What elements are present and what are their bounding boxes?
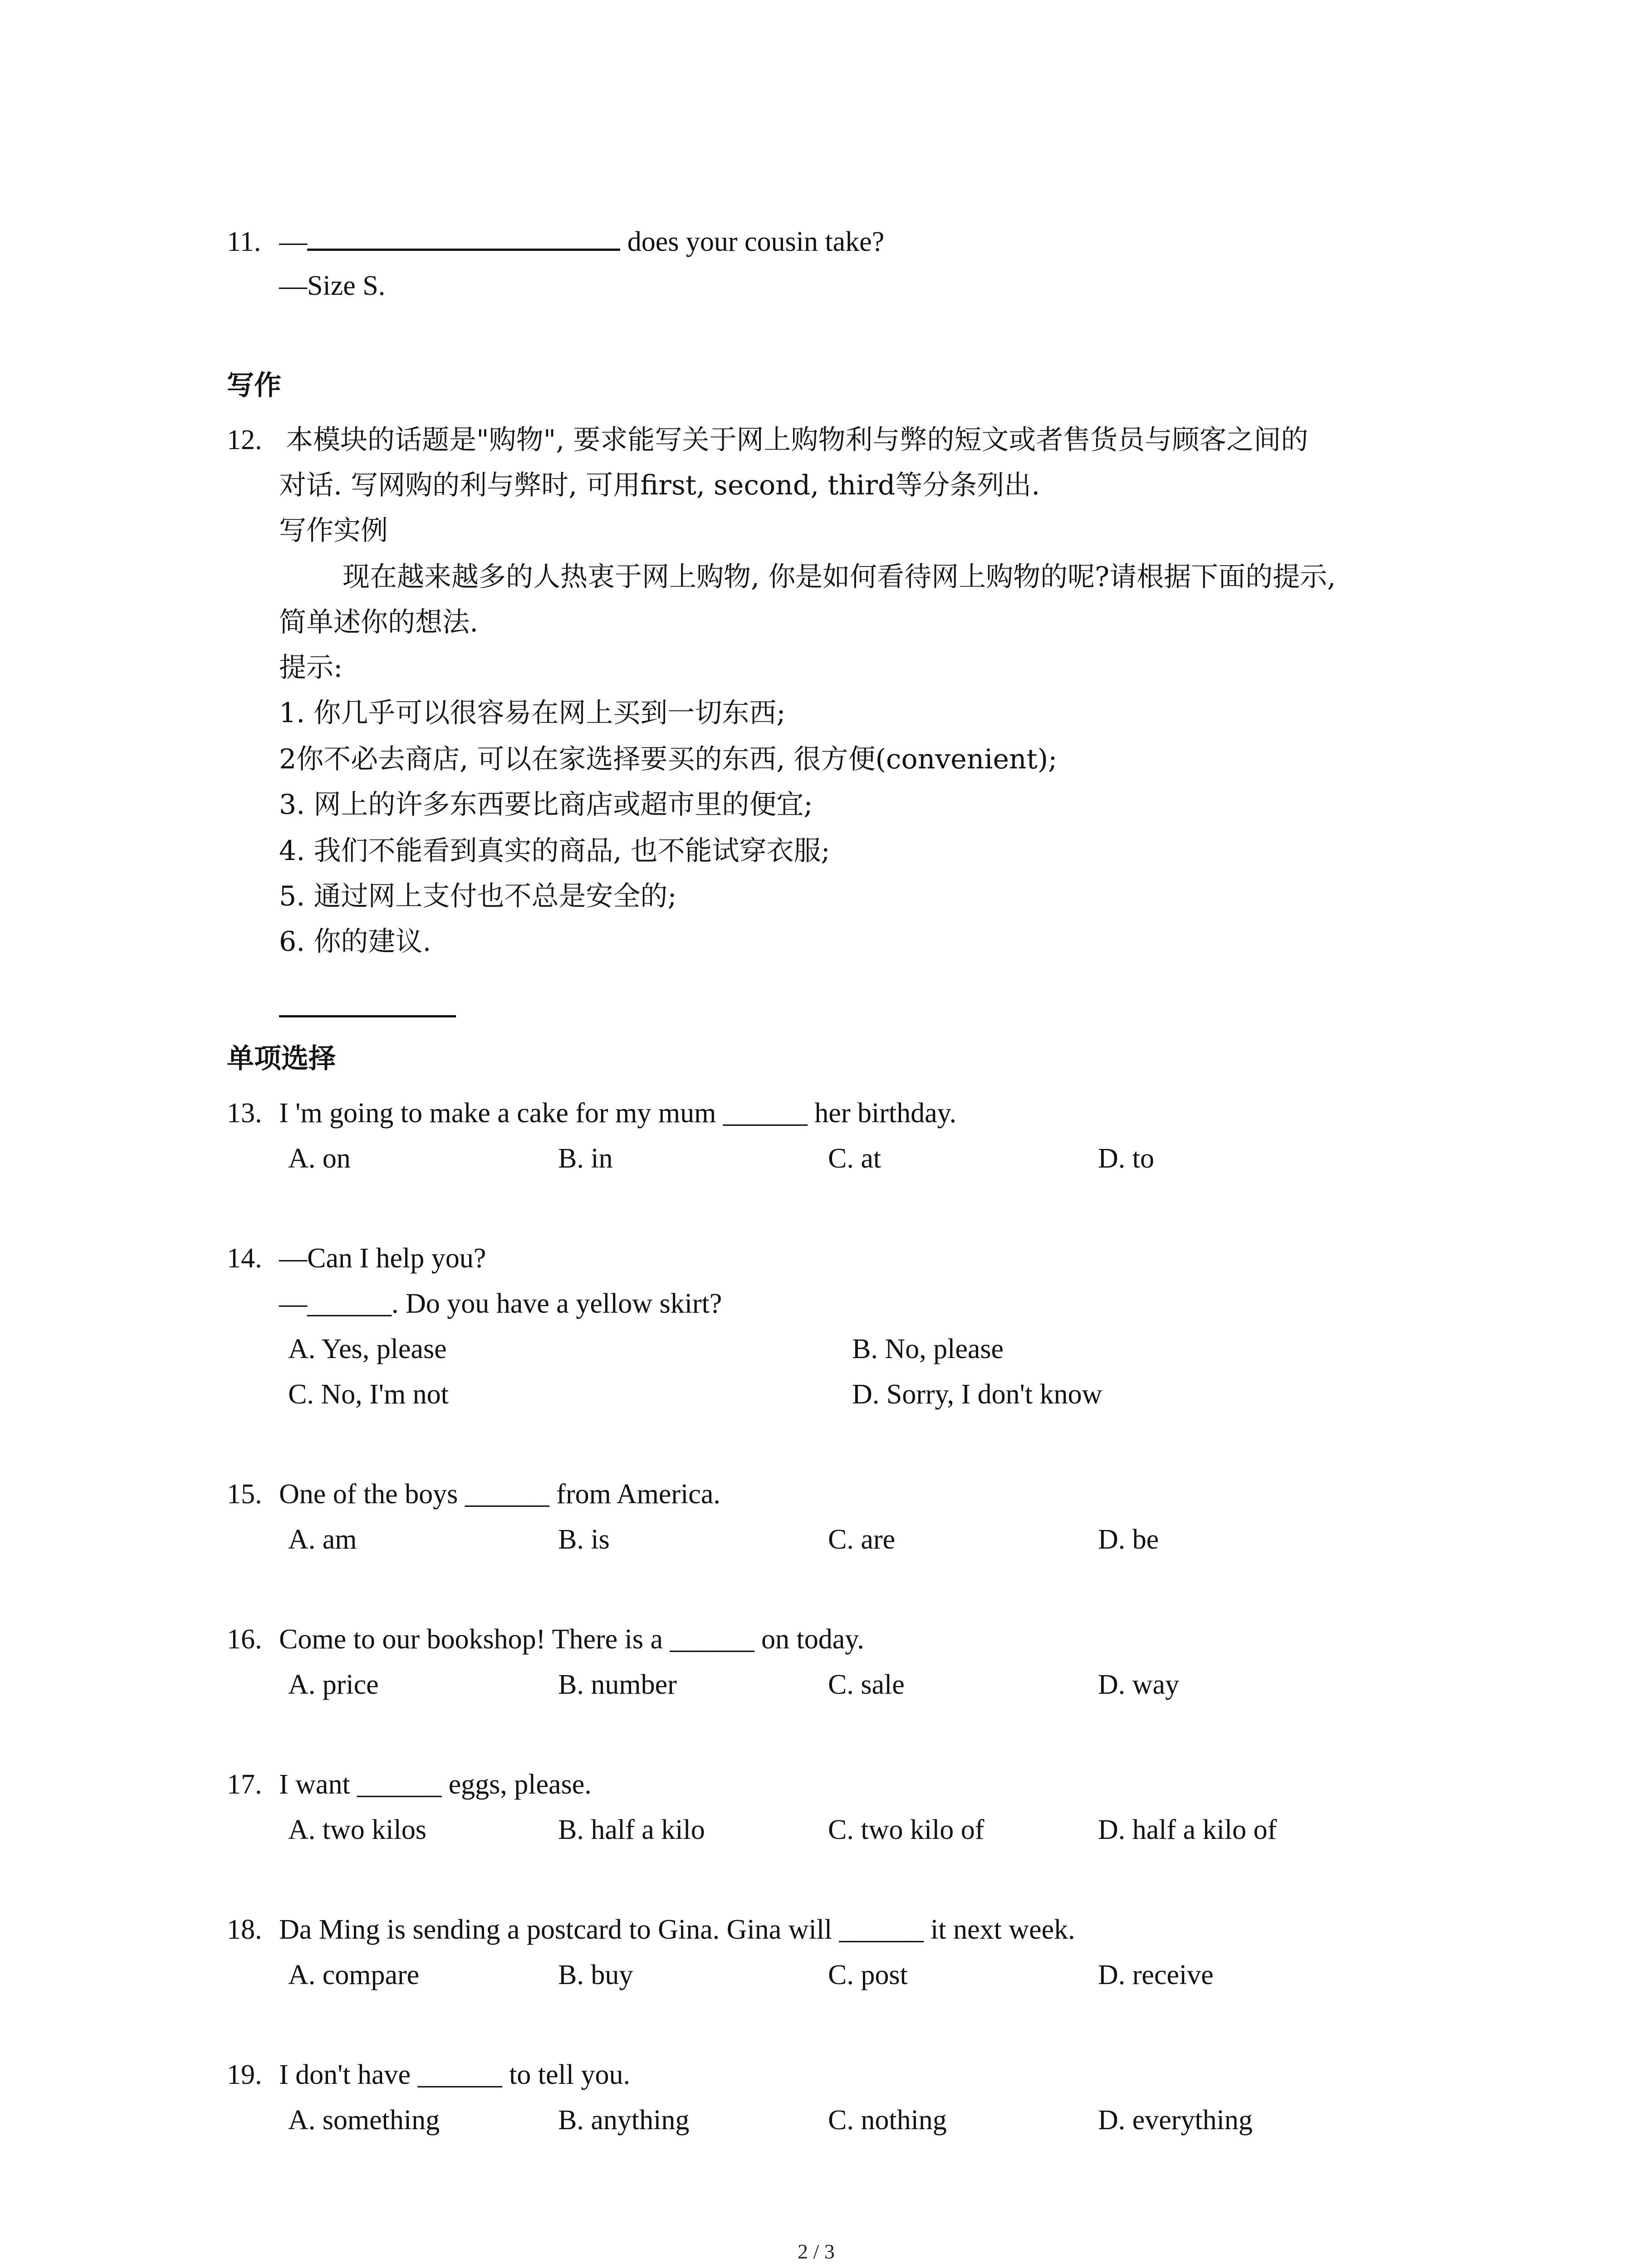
question-13-stem: I 'm going to make a cake for my mum ______ her birthday. [279, 1098, 957, 1129]
question-16-number: 16. [227, 1624, 262, 1655]
question-19-number: 19. [227, 2059, 262, 2090]
option-b: B. number [558, 1669, 677, 1700]
writing-intro-line-1: 本模块的话题是"购物", 要求能写关于网上购物利与弊的短文或者售货员与顾客之间的 [286, 424, 1308, 456]
question-13-number: 13. [227, 1098, 262, 1129]
writing-prompt-line-2: 简单述你的想法. [279, 606, 479, 638]
page-number: 2 / 3 [798, 2240, 835, 2263]
option-c: C. sale [828, 1669, 905, 1700]
option-b: B. anything [558, 2105, 690, 2136]
dash: — [279, 226, 308, 257]
option-c: C. post [828, 1960, 908, 1990]
option-d: D. everything [1098, 2105, 1253, 2136]
option-d: D. half a kilo of [1098, 1814, 1277, 1845]
option-b: B. is [558, 1524, 610, 1555]
writing-hints-label: 提示: [279, 652, 343, 684]
option-d: D. receive [1098, 1960, 1214, 1990]
writing-hint: 1. 你几乎可以很容易在网上买到一切东西; [279, 697, 786, 729]
writing-answer-line [279, 1015, 456, 1017]
option-c: C. No, I'm not [288, 1379, 449, 1410]
option-b: B. No, please [852, 1334, 1004, 1364]
option-d: D. Sorry, I don't know [852, 1379, 1102, 1410]
question-18-stem: Da Ming is sending a postcard to Gina. Gina will ______ it next week. [279, 1914, 1075, 1945]
question-14-number: 14. [227, 1243, 262, 1274]
question-11-answer-line: —Size S. [279, 270, 386, 301]
question-12-number: 12. [227, 425, 262, 455]
option-c: C. nothing [828, 2105, 947, 2136]
writing-hint: 3. 网上的许多东西要比商店或超市里的便宜; [279, 789, 813, 821]
option-a: A. two kilos [288, 1814, 426, 1845]
option-a: A. price [288, 1669, 379, 1700]
option-c: C. two kilo of [828, 1814, 985, 1845]
option-a: A. Yes, please [288, 1334, 447, 1364]
option-b: B. buy [558, 1960, 633, 1990]
section-heading-writing: 写作 [227, 370, 281, 401]
question-17-stem: I want ______ eggs, please. [279, 1769, 592, 1800]
option-d: D. be [1098, 1524, 1159, 1555]
option-b: B. in [558, 1143, 613, 1174]
option-a: A. compare [288, 1960, 420, 1990]
question-14-stem: —Can I help you? [279, 1243, 486, 1274]
writing-prompt-line-1: 现在越来越多的人热衷于网上购物, 你是如何看待网上购物的呢?请根据下面的提示, [343, 561, 1336, 593]
writing-hint: 5. 通过网上支付也不总是安全的; [279, 880, 677, 912]
question-16-stem: Come to our bookshop! There is a ______ on today. [279, 1624, 864, 1655]
question-15-number: 15. [227, 1479, 262, 1510]
writing-hint: 2你不必去商店, 可以在家选择要买的东西, 很方便(convenient); [279, 743, 1058, 775]
option-d: D. way [1098, 1669, 1180, 1700]
writing-example-title: 写作实例 [279, 515, 388, 547]
option-d: D. to [1098, 1143, 1154, 1174]
question-number: 11. [227, 226, 261, 257]
question-11 [227, 222, 884, 260]
question-text: does your cousin take? [620, 226, 885, 257]
writing-hint: 6. 你的建议. [279, 926, 431, 958]
section-heading-multiple-choice: 单项选择 [227, 1043, 336, 1075]
answer-blank [307, 222, 620, 251]
option-b: B. half a kilo [558, 1814, 705, 1845]
question-15-stem: One of the boys ______ from America. [279, 1479, 720, 1510]
question-14-stem-2: —______. Do you have a yellow skirt? [279, 1288, 722, 1319]
option-a: A. something [288, 2105, 440, 2136]
writing-intro-line-2: 对话. 写网购的利与弊时, 可用first, second, third等分条列出. [279, 469, 1040, 501]
option-a: A. am [288, 1524, 357, 1555]
option-c: C. at [828, 1143, 882, 1174]
question-17-number: 17. [227, 1769, 262, 1800]
question-19-stem: I don't have ______ to tell you. [279, 2059, 631, 2090]
option-a: A. on [288, 1143, 351, 1174]
option-c: C. are [828, 1524, 896, 1555]
writing-hint: 4. 我们不能看到真实的商品, 也不能试穿衣服; [279, 835, 830, 867]
question-18-number: 18. [227, 1914, 262, 1945]
